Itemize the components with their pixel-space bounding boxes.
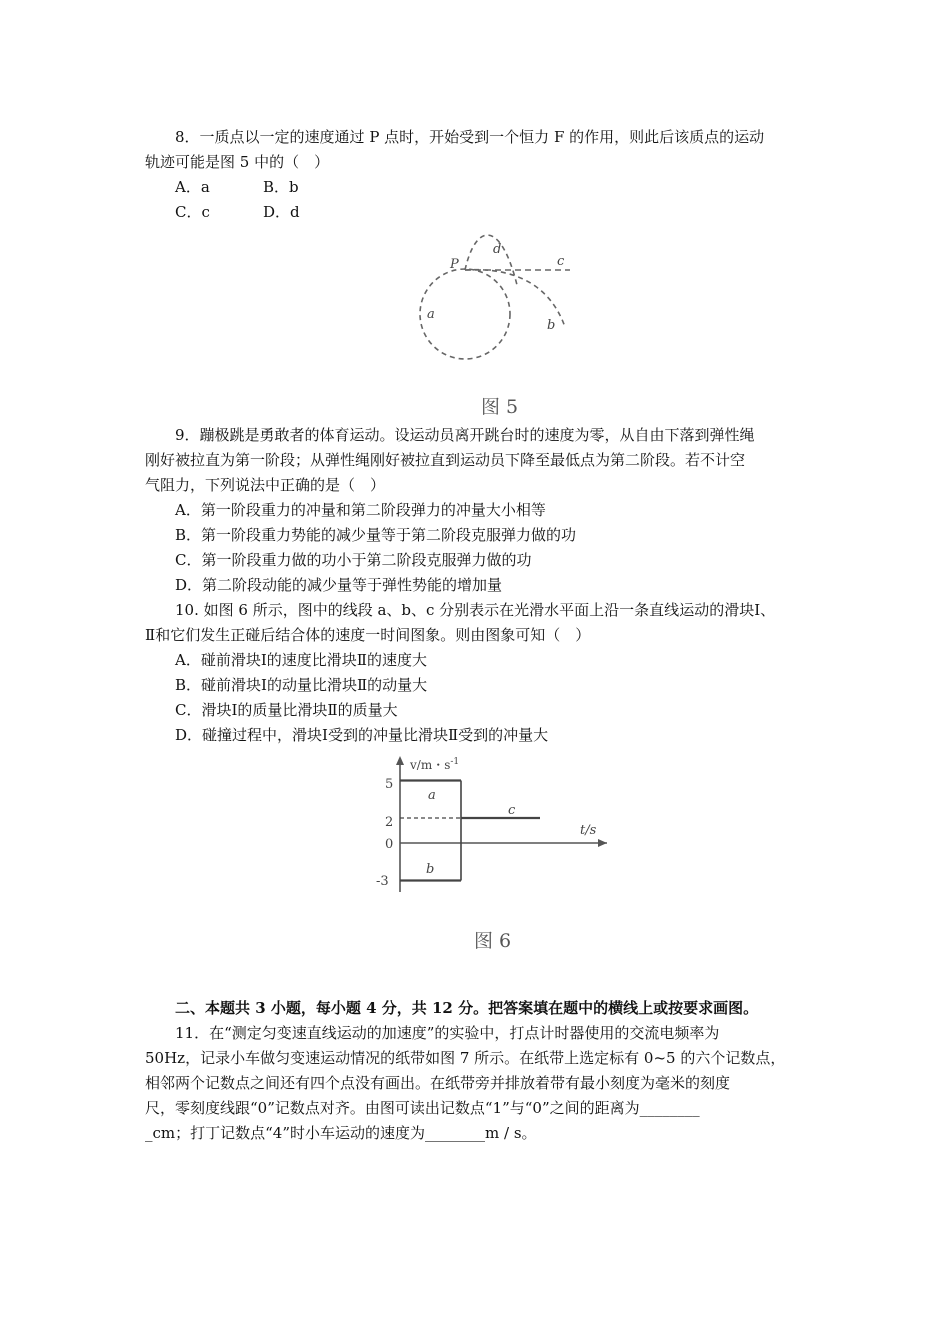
tick-label-minus3: -3 [376, 874, 389, 889]
label-b: b [547, 318, 556, 333]
figure-6-caption: 图 6 [474, 930, 512, 952]
section-2-heading: 二、本题共 3 小题，每小题 4 分，共 12 分。把答案填在题中的横线上或按要求画图。 [175, 999, 759, 1017]
q9-option-d: D．第二阶段动能的减少量等于弹性势能的增加量 [175, 576, 503, 594]
q10-option-b: B．碰前滑块Ⅰ的动量比滑块Ⅱ的动量大 [175, 676, 428, 694]
q11-line3: 相邻两个记数点之间还有四个点没有画出。在纸带旁并排放着带有最小刻度为毫米的刻度 [145, 1074, 731, 1092]
q10-line1: 10. 如图 6 所示，图中的线段 a、b、c 分别表示在光滑水平面上沿一条直线运动的滑块Ⅰ、 [175, 601, 776, 619]
q11-line5: _cm；打丁记数点“4”时小车运动的速度为________m / s。 [145, 1124, 537, 1142]
q11-line2: 50Hz，记录小车做匀变速运动情况的纸带如图 7 所示。在纸带上选定标有 0~5 的六个记数点， [145, 1049, 786, 1067]
label-c: c [557, 254, 565, 269]
series-label-c: c [508, 803, 516, 818]
q11-line4: 尺，零刻度线跟“0”记数点对齐。由图可读出记数点“1”与“0”之间的距离为________ [145, 1099, 700, 1117]
q10-option-a: A．碰前滑块Ⅰ的速度比滑块Ⅱ的速度大 [175, 651, 427, 669]
q9-line2: 刚好被拉直为第一阶段；从弹性绳刚好被拉直到运动员下降至最低点为第二阶段。若不计空 [145, 451, 746, 469]
q8-line2: 轨迹可能是图 5 中的（ ） [145, 153, 330, 171]
q8-option-b: B．b [263, 178, 299, 196]
label-d: d [493, 242, 502, 257]
q11-line1: 11．在“测定匀变速直线运动的加速度”的实验中，打点计时器使用的交流电频率为 [175, 1024, 720, 1042]
q9-line3: 气阻力，下列说法中正确的是（ ） [145, 476, 386, 494]
q10-line2: Ⅱ和它们发生正碰后结合体的速度一时间图象。则由图象可知（ ） [145, 626, 591, 644]
q8-line1: 8．一质点以一定的速度通过 P 点时，开始受到一个恒力 F 的作用，则此后该质点的运动 [175, 128, 765, 146]
x-axis-arrow [598, 839, 607, 847]
figure-5-caption: 图 5 [481, 396, 519, 418]
q9-option-c: C．第一阶段重力做的功小于第二阶段克服弹力做的功 [175, 551, 532, 569]
q9-line1: 9．蹦极跳是勇敢者的体育运动。设运动员离开跳台时的速度为零，从自由下落到弹性绳 [175, 426, 755, 444]
q8-option-d: D．d [263, 203, 300, 221]
tick-label-2: 2 [385, 815, 394, 830]
q10-option-c: C．滑块Ⅰ的质量比滑块Ⅱ的质量大 [175, 701, 398, 719]
label-a: a [427, 307, 435, 322]
q8-option-c: C．c [175, 203, 210, 221]
figure-6-chart [372, 752, 617, 902]
y-axis-label: v/m・$s^{-1}$ [410, 757, 460, 772]
x-axis-label: t/s [580, 823, 597, 838]
series-label-b: b [426, 862, 435, 877]
figure-5-diagram [405, 225, 590, 375]
tick-label-5: 5 [385, 777, 394, 792]
q9-option-a: A．第一阶段重力的冲量和第二阶段弹力的冲量大小相等 [175, 501, 546, 519]
q10-option-d: D．碰撞过程中，滑块Ⅰ受到的冲量比滑块Ⅱ受到的冲量大 [175, 726, 549, 744]
trajectory-d [465, 235, 517, 285]
tick-label-0: 0 [385, 837, 394, 852]
q9-option-b: B．第一阶段重力势能的减少量等于第二阶段克服弹力做的功 [175, 526, 577, 544]
series-label-a: a [428, 788, 436, 803]
label-p: P [450, 257, 459, 272]
q8-option-a: A．a [175, 178, 210, 196]
y-axis-arrow [396, 756, 404, 765]
